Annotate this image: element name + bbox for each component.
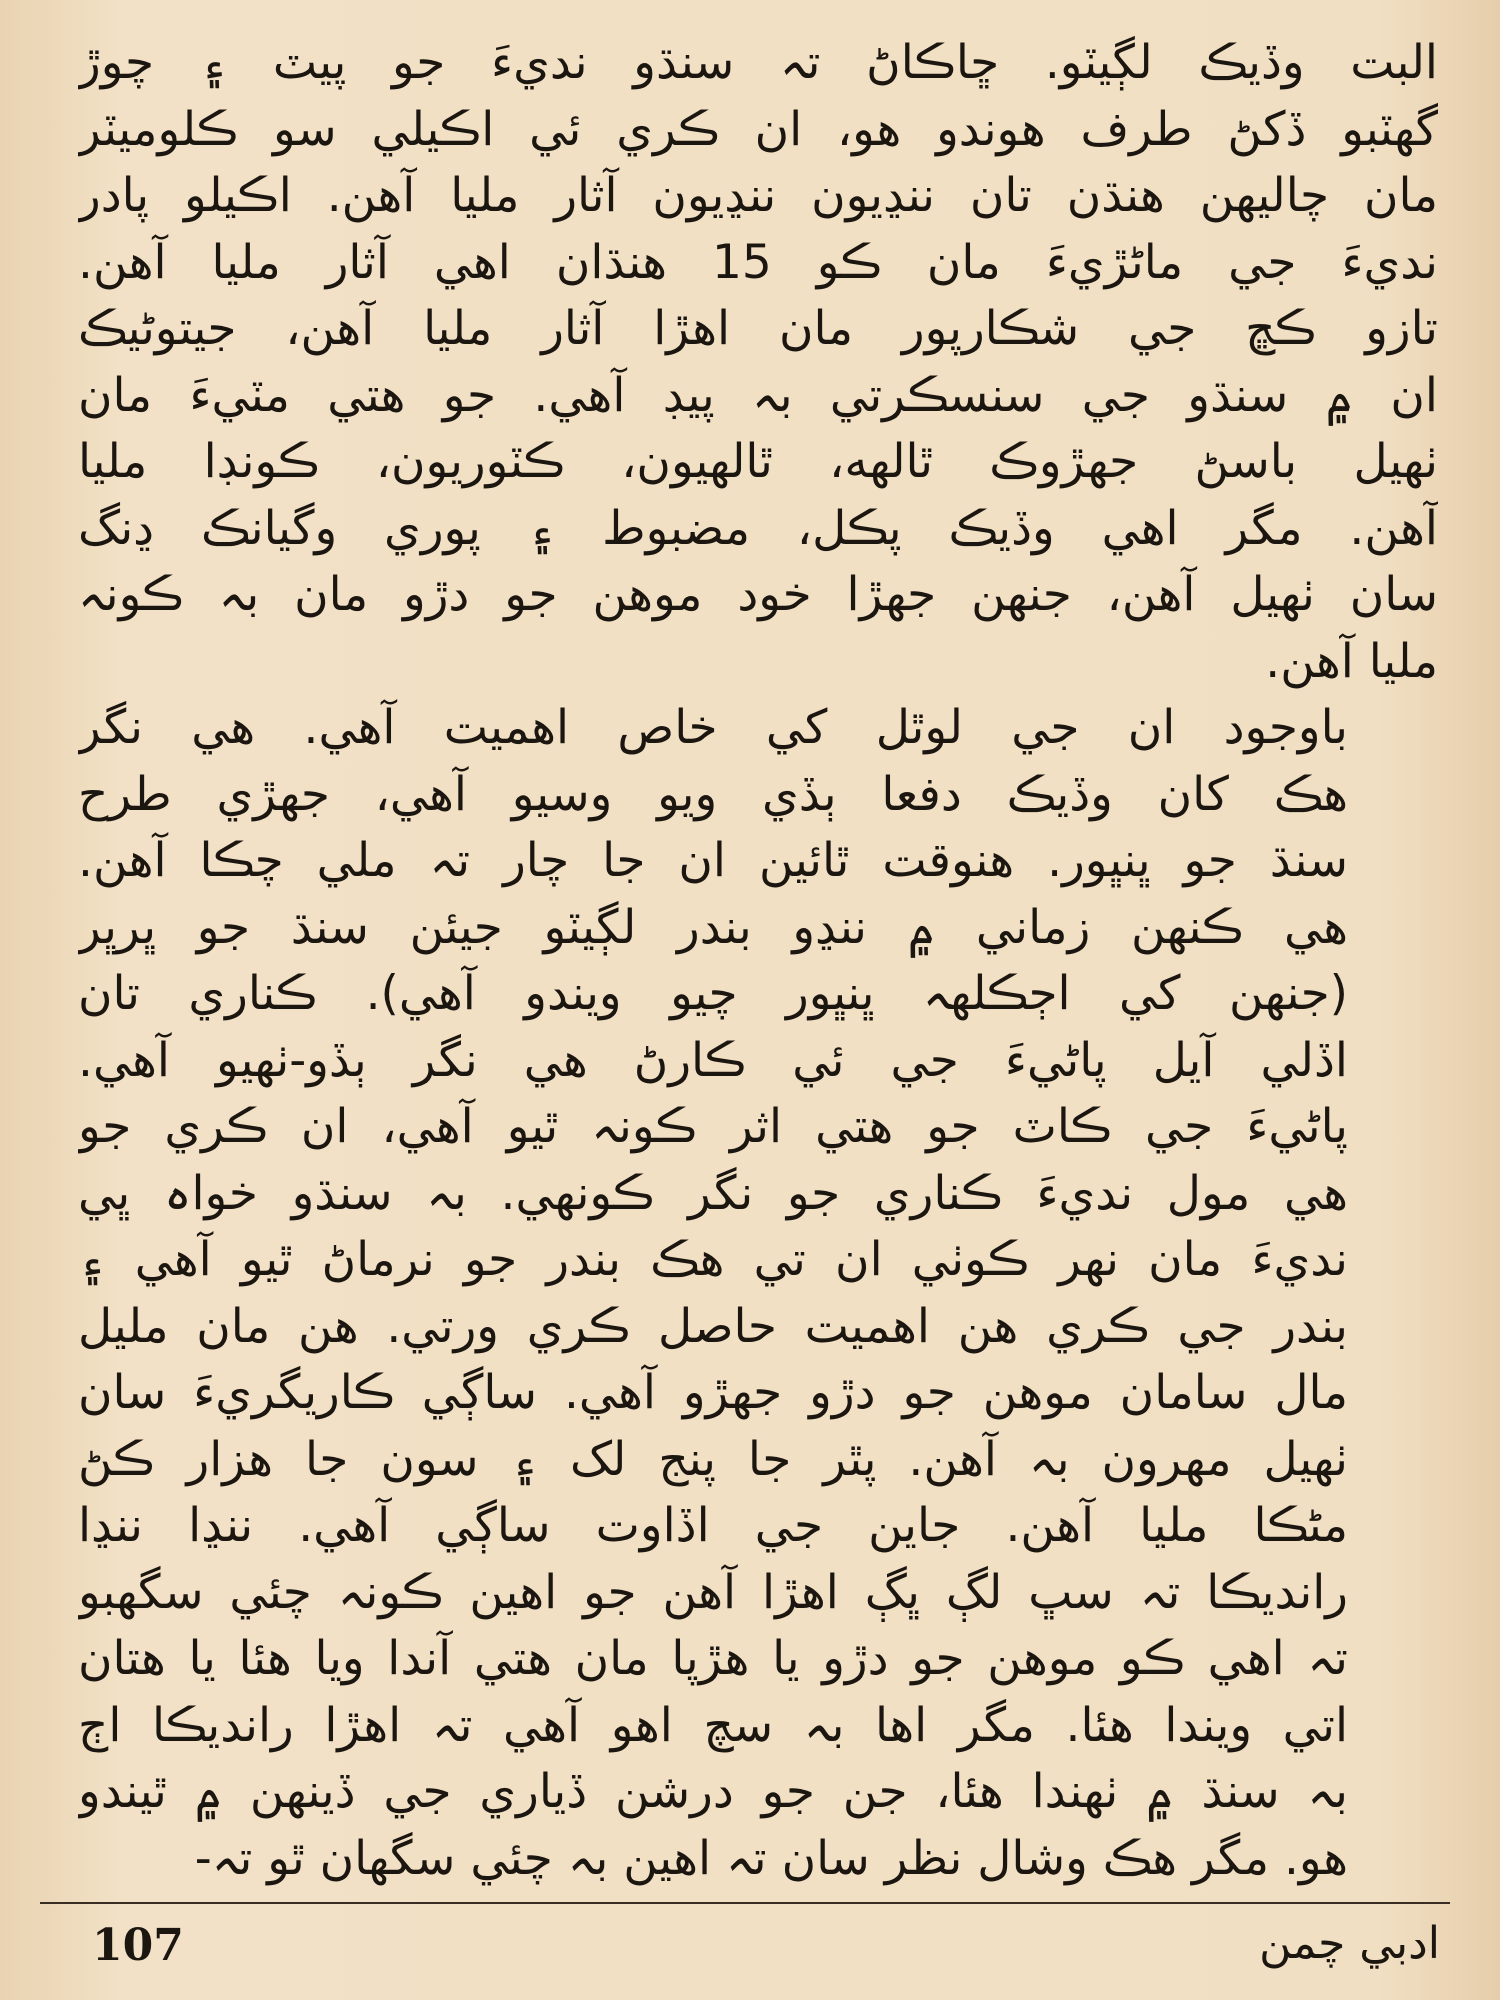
text-line: مال سامان موهن جو دڙو جهڙو آهي. ساڳي ڪاريگريءَ سان bbox=[78, 1365, 1348, 1420]
text-line: مان چاليهن هنڌن تان ننڍيون ننڍيون آثار مليا آهن. اڪيلو پادر bbox=[78, 168, 1438, 223]
text-line: نديءَ جي ماڻڙيءَ مان ڪو 15 هنڌان اهي آثار مليا آهن. bbox=[78, 234, 1438, 290]
text-line: مڻڪا مليا آهن. جاين جي اڏاوت ساڳي آهي. ننڍا ننڍا bbox=[78, 1498, 1348, 1553]
text-line: مليا آهن. bbox=[1265, 633, 1438, 689]
paragraph bbox=[78, 695, 1438, 1892]
text-line: سان ٺهيل آهن، جنهن جهڙا خود موهن جو دڙو مان بہ ڪونہ bbox=[78, 567, 1438, 622]
text-line: تازو ڪڇ جي شڪارپور مان اهڙا آثار مليا آهن، جيتوڻيڪ bbox=[78, 301, 1438, 356]
paragraph bbox=[78, 30, 1438, 695]
text-line: ان ۾ سنڌو جي سنسڪرتي بہ پيڊ آهي. جو هتي مٽيءَ مان bbox=[78, 367, 1438, 423]
text-line: اڏلي آيل پاڻيءَ جي ئي ڪارڻ هي نگر ٻڏو-ٺهيو آهي. bbox=[78, 1032, 1348, 1088]
text-line: آهن. مگر اهي وڏيڪ پڪل، مضبوط ۽ پوري وگيانڪ ڍنگ bbox=[78, 500, 1438, 556]
text-line: هي ڪنهن زماني ۾ ننڍو بندر لڳيٽو جيئن سنڌ جو ڀرڀر bbox=[78, 899, 1348, 955]
text-line: نديءَ مان نهر ڪوٺي ان تي هڪ بندر جو نرماڻ ٿيو آهي ۽ bbox=[78, 1232, 1348, 1287]
text-line: سنڌ جو ڀنڀور. هنوقت ٿائين ان جا چار تہ ملي چڪا آهن. bbox=[78, 833, 1348, 888]
text-line: ٺهيل مهرون بہ آهن. پٿر جا پنج لک ۽ سون جا هزار ڪڻ bbox=[78, 1431, 1348, 1487]
text-line: اتي ويندا هئا. مگر اها بہ سچ اهو آهي تہ اهڙا رانديڪا اڄ bbox=[78, 1697, 1348, 1753]
text-line: هي مول نديءَ ڪناري جو نگر ڪونهي. بہ سنڌو خواہ ڀي bbox=[78, 1165, 1348, 1221]
text-line: بہ سنڌ ۾ ٺهندا هئا، جن جو درشن ڏياري جي ڏينهن ۾ ٿيندو bbox=[78, 1764, 1348, 1819]
text-line: گهٽبو ڏکڻ طرف هوندو هو، ان ڪري ئي اڪيلي سو ڪلوميٽر bbox=[78, 101, 1438, 157]
text-line: تہ اهي ڪو موهن جو دڙو يا هڙپا مان هتي آندا ويا هئا يا هتان bbox=[78, 1631, 1348, 1686]
body-text bbox=[78, 30, 1438, 1892]
footer-rule bbox=[40, 1902, 1450, 1904]
text-line: ٺهيل باسڻ جهڙوڪ ٿالهه، ٿالهيون، ڪٽوريون، ڪونڊا مليا bbox=[78, 434, 1438, 489]
text-line: رانديڪا تہ سڀ لڳ ڀڳ اهڙا آهن جو اهين ڪونہ چئي سگهبو bbox=[78, 1564, 1348, 1620]
text-line: باوجود ان جي لوٿل کي خاص اهميت آهي. هي نگر bbox=[78, 700, 1348, 755]
text-line: (جنهن کي اڄڪلهہ ڀنڀور چيو ويندو آهي). ڪناري تان bbox=[78, 966, 1348, 1021]
text-line: البت وڏيڪ لڳيٽو. ڇاڪاڻ تہ سنڌو نديءَ جو پيٽ ۽ چوڙ bbox=[78, 35, 1438, 90]
page-number: 107 bbox=[92, 1920, 184, 1971]
text-line: بندر جي ڪري هن اهميت حاصل ڪري ورتي. هن مان مليل bbox=[78, 1298, 1348, 1354]
text-line: هو. مگر هڪ وشال نظر سان تہ اهين بہ چئي سگهان ٿو تہ- bbox=[194, 1830, 1348, 1886]
publication-title: ادبي چمن bbox=[1259, 1918, 1440, 1969]
text-line: پاڻيءَ جي ڪاٽ جو هتي اثر ڪونہ ٿيو آهي، ان ڪري جو bbox=[78, 1099, 1348, 1154]
text-line: هڪ کان وڏيڪ دفعا ٻڏي ويو وسيو آهي، جهڙي طرح bbox=[78, 766, 1348, 822]
